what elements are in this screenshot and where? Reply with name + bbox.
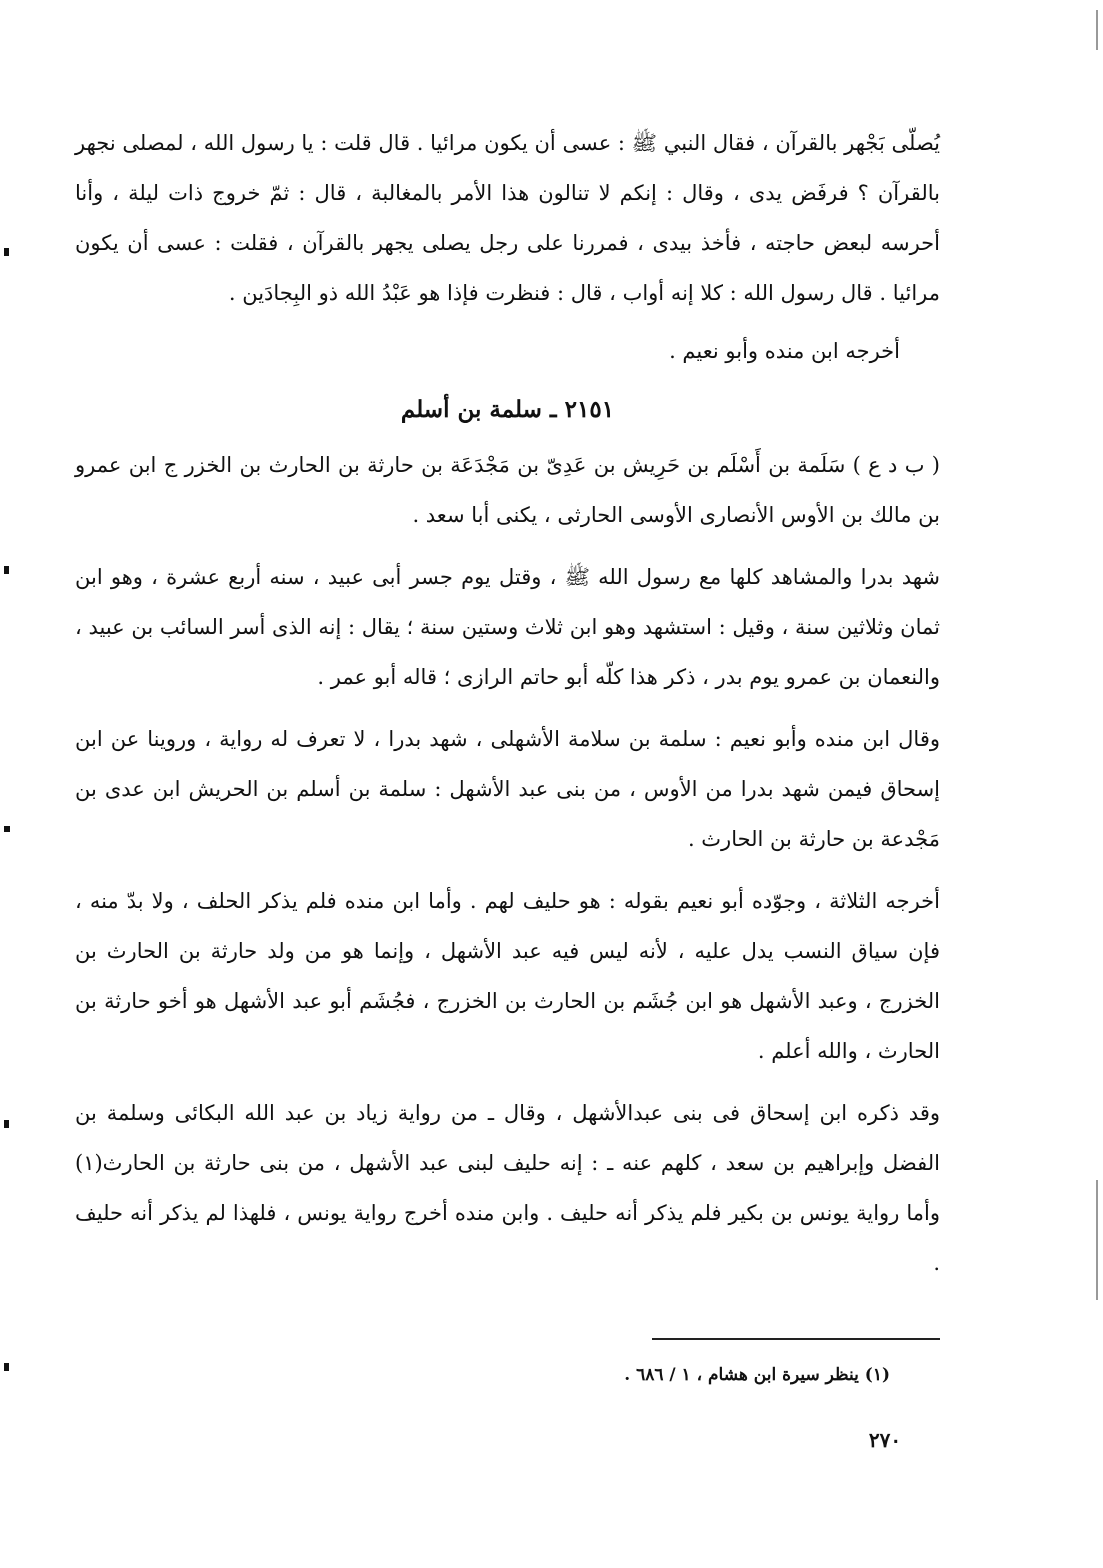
footnote-divider <box>652 1338 940 1340</box>
entry-paragraph-commentary: أخرجه الثلاثة ، وجوّده أبو نعيم بقوله : هو حليف لهم . وأما ابن منده فلم يذكر الحلف ، ولا بدّ منه ، فإن سياق النسب يدل عليه ، لأنه ليس فيه عبد الأشهل ، وإنما هو من ولد حارثة بن الحارث بن الخزرج ، وعبد الأشهل هو ابن جُشَم بن الحارث بن الخزرج ، فجُشَم أبو عبد الأشهل هو أخو حارثة بن الحارث ، والله أعلم . <box>75 889 940 1063</box>
page-number: ٢٧٠ <box>868 1428 902 1452</box>
entry-heading: ٢١٥١ ـ سلمة بن أسلم <box>400 396 615 423</box>
footnote: (١) ينظر سيرة ابن هشام ، ١ / ٦٨٦ . <box>624 1365 890 1385</box>
intro-source-line: أخرجه ابن منده وأبو نعيم . <box>669 339 900 363</box>
page-body <box>75 118 940 1288</box>
entry-paragraph-ibn-ishaq: وقد ذكره ابن إسحاق فى بنى عبدالأشهل ، وقال ـ من رواية زياد بن عبد الله البكائى وسلمة بن الفضل وإبراهيم بن سعد ، كلهم عنه ـ : إنه حليف لبنى عبد الأشهل ، من بنى حارثة بن الحارث(١) وأما رواية يونس بن بكير فلم يذكر أنه حليف . وابن منده أخرج رواية يونس ، فلهذا لم يذكر أنه حليف . <box>75 1101 940 1275</box>
scan-mark <box>4 248 9 256</box>
intro-paragraph: يُصلّى بَجْهر بالقرآن ، فقال النبي ﷺ : عسى أن يكون مرائيا . قال قلت : يا رسول الله ، لمصلى نجهر بالقرآن ؟ فرفَض يدى ، وقال : إنكم لا تنالون هذا الأمر بالمغالبة ، قال : ثمّ خروج ذات ليلة ، وأنا أحرسه لبعض حاجته ، فأخذ بيدى ، فمررنا على رجل يصلى يجهر بالقرآن ، فقلت : عسى أن يكون مرائيا . قال رسول الله : كلا إنه أواب ، قال : فنظرت فإذا هو عَبْدُ الله ذو البِجادَين . <box>75 131 940 305</box>
entry-paragraph-battles: شهد بدرا والمشاهد كلها مع رسول الله ﷺ ، وقتل يوم جسر أبى عبيد ، سنه أربع عشرة ، وهو ابن ثمان وثلاثين سنة ، وقيل : استشهد وهو ابن ثلاث وستين سنة ؛ يقال : إنه الذى أسر السائب بن عبيد ، والنعمان بن عمرو يوم بدر ، ذكر هذا كلّه أبو حاتم الرازى ؛ قاله أبو عمر . <box>75 565 940 689</box>
scan-mark <box>4 1120 9 1128</box>
scan-mark <box>4 1363 9 1371</box>
entry-paragraph-lineage: ( ب د ع ) سَلَمة بن أَسْلَم بن حَرِيش بن عَدِىّ بن مَجْدَعَة بن حارثة بن الحارث بن الخزر ج ابن عمرو بن مالك بن الأوس الأنصارى الأوسى الحارثى ، يكنى أبا سعد . <box>75 453 940 527</box>
scan-mark <box>4 566 9 574</box>
scan-edge-line <box>1096 1180 1098 1300</box>
scan-mark <box>4 826 10 832</box>
scan-edge-line <box>1096 10 1098 50</box>
entry-paragraph-narrators: وقال ابن منده وأبو نعيم : سلمة بن سلامة الأشهلى ، شهد بدرا ، لا تعرف له رواية ، وروينا عن ابن إسحاق فيمن شهد بدرا من الأوس ، من بنى عبد الأشهل : سلمة بن أسلم بن الحريش ابن عدى بن مَجْدعة بن حارثة بن الحارث . <box>75 727 940 851</box>
